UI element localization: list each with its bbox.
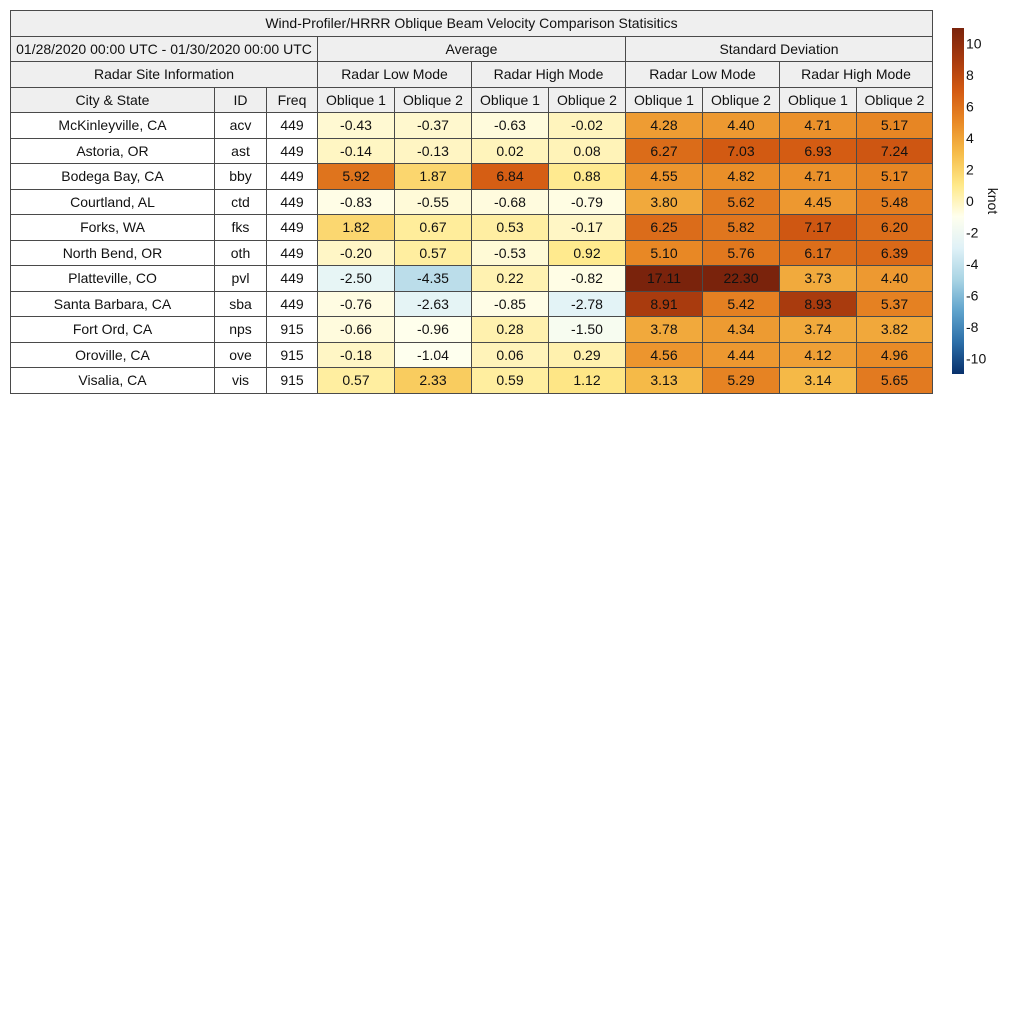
avg-value-cell: 0.08 <box>549 138 626 164</box>
avg-value-cell: -0.55 <box>395 189 472 215</box>
site-freq: 449 <box>267 215 318 241</box>
site-freq: 915 <box>267 342 318 368</box>
site-id: vis <box>215 368 267 394</box>
site-freq: 449 <box>267 113 318 139</box>
avg-value-cell: -0.20 <box>318 240 395 266</box>
site-freq: 449 <box>267 189 318 215</box>
avg-value-cell: 0.59 <box>472 368 549 394</box>
column-header-std-low-oblique-1: Oblique 1 <box>626 87 703 113</box>
table-row <box>11 342 933 368</box>
std-value-cell: 22.30 <box>703 266 780 292</box>
std-value-cell: 5.48 <box>857 189 933 215</box>
site-id: ctd <box>215 189 267 215</box>
site-city: Bodega Bay, CA <box>11 164 215 190</box>
std-value-cell: 3.78 <box>626 317 703 343</box>
table-row <box>11 291 933 317</box>
std-value-cell: 8.91 <box>626 291 703 317</box>
table-row <box>11 266 933 292</box>
avg-value-cell: 1.82 <box>318 215 395 241</box>
site-freq: 449 <box>267 164 318 190</box>
colorbar-gradient <box>952 28 964 374</box>
std-value-cell: 4.55 <box>626 164 703 190</box>
table-title: Wind-Profiler/HRRR Oblique Beam Velocity Comparison Statisitics <box>11 11 933 37</box>
colorbar-tick-label: -2 <box>966 224 979 241</box>
std-value-cell: 6.27 <box>626 138 703 164</box>
colorbar-tick-label: 6 <box>966 98 974 115</box>
std-value-cell: 5.17 <box>857 164 933 190</box>
site-freq: 915 <box>267 368 318 394</box>
site-city: Santa Barbara, CA <box>11 291 215 317</box>
avg-value-cell: 5.92 <box>318 164 395 190</box>
site-city: Astoria, OR <box>11 138 215 164</box>
avg-value-cell: -0.14 <box>318 138 395 164</box>
column-header-avg-high-oblique-1: Oblique 1 <box>472 87 549 113</box>
avg-value-cell: -0.79 <box>549 189 626 215</box>
site-id: pvl <box>215 266 267 292</box>
avg-value-cell: 0.92 <box>549 240 626 266</box>
std-value-cell: 4.28 <box>626 113 703 139</box>
site-freq: 915 <box>267 317 318 343</box>
std-value-cell: 3.73 <box>780 266 857 292</box>
std-high-mode-header: Radar High Mode <box>780 62 933 88</box>
std-value-cell: 4.40 <box>703 113 780 139</box>
avg-value-cell: -0.37 <box>395 113 472 139</box>
std-value-cell: 17.11 <box>626 266 703 292</box>
std-value-cell: 5.76 <box>703 240 780 266</box>
site-id: oth <box>215 240 267 266</box>
std-value-cell: 4.71 <box>780 113 857 139</box>
date-range: 01/28/2020 00:00 UTC - 01/30/2020 00:00 UTC <box>11 36 318 62</box>
std-value-cell: 7.24 <box>857 138 933 164</box>
site-id: ast <box>215 138 267 164</box>
avg-value-cell: -0.82 <box>549 266 626 292</box>
column-header-freq: Freq <box>267 87 318 113</box>
colorbar-tick-label: 8 <box>966 67 974 84</box>
column-header-avg-low-oblique-2: Oblique 2 <box>395 87 472 113</box>
colorbar-tick-label: -4 <box>966 255 979 272</box>
column-header-city: City & State <box>11 87 215 113</box>
avg-value-cell: 6.84 <box>472 164 549 190</box>
std-value-cell: 4.96 <box>857 342 933 368</box>
avg-value-cell: 1.87 <box>395 164 472 190</box>
std-value-cell: 5.62 <box>703 189 780 215</box>
table-row <box>11 138 933 164</box>
std-value-cell: 5.29 <box>703 368 780 394</box>
column-header-std-high-oblique-2: Oblique 2 <box>857 87 933 113</box>
colorbar <box>950 28 1010 388</box>
std-value-cell: 7.17 <box>780 215 857 241</box>
colorbar-tick-label: 2 <box>966 161 974 178</box>
avg-value-cell: -0.53 <box>472 240 549 266</box>
avg-value-cell: -0.18 <box>318 342 395 368</box>
avg-value-cell: -4.35 <box>395 266 472 292</box>
colorbar-tick-label: -6 <box>966 287 979 304</box>
std-value-cell: 4.56 <box>626 342 703 368</box>
std-value-cell: 4.40 <box>857 266 933 292</box>
avg-value-cell: 0.28 <box>472 317 549 343</box>
site-city: Courtland, AL <box>11 189 215 215</box>
std-value-cell: 3.13 <box>626 368 703 394</box>
site-id: bby <box>215 164 267 190</box>
std-value-cell: 4.34 <box>703 317 780 343</box>
avg-value-cell: -0.96 <box>395 317 472 343</box>
site-city: Forks, WA <box>11 215 215 241</box>
avg-value-cell: -1.04 <box>395 342 472 368</box>
avg-value-cell: -2.50 <box>318 266 395 292</box>
std-value-cell: 5.17 <box>857 113 933 139</box>
avg-value-cell: -0.68 <box>472 189 549 215</box>
site-id: sba <box>215 291 267 317</box>
avg-value-cell: 0.22 <box>472 266 549 292</box>
std-value-cell: 6.17 <box>780 240 857 266</box>
average-group-header: Average <box>318 36 626 62</box>
avg-value-cell: -0.76 <box>318 291 395 317</box>
site-id: ove <box>215 342 267 368</box>
std-value-cell: 6.39 <box>857 240 933 266</box>
site-info-header: Radar Site Information <box>11 62 318 88</box>
site-city: McKinleyville, CA <box>11 113 215 139</box>
site-freq: 449 <box>267 138 318 164</box>
avg-value-cell: -0.83 <box>318 189 395 215</box>
avg-value-cell: -0.13 <box>395 138 472 164</box>
std-value-cell: 7.03 <box>703 138 780 164</box>
site-freq: 449 <box>267 291 318 317</box>
title-row <box>11 11 933 37</box>
avg-value-cell: 0.57 <box>395 240 472 266</box>
group-header-row <box>11 36 933 62</box>
site-freq: 449 <box>267 240 318 266</box>
site-city: Visalia, CA <box>11 368 215 394</box>
std-value-cell: 4.71 <box>780 164 857 190</box>
comparison-table <box>10 10 933 394</box>
std-low-mode-header: Radar Low Mode <box>626 62 780 88</box>
colorbar-tick-label: -8 <box>966 318 979 335</box>
site-id: fks <box>215 215 267 241</box>
column-header-row <box>11 87 933 113</box>
colorbar-tick-label: 4 <box>966 130 974 147</box>
std-value-cell: 8.93 <box>780 291 857 317</box>
avg-value-cell: -0.17 <box>549 215 626 241</box>
column-header-std-low-oblique-2: Oblique 2 <box>703 87 780 113</box>
avg-value-cell: -1.50 <box>549 317 626 343</box>
std-value-cell: 3.82 <box>857 317 933 343</box>
std-value-cell: 3.74 <box>780 317 857 343</box>
avg-value-cell: -0.43 <box>318 113 395 139</box>
colorbar-tick-label: -10 <box>966 350 987 367</box>
table-row <box>11 189 933 215</box>
colorbar-tick-label: 0 <box>966 193 974 209</box>
std-value-cell: 3.14 <box>780 368 857 394</box>
site-freq: 449 <box>267 266 318 292</box>
std-value-cell: 5.82 <box>703 215 780 241</box>
colorbar-label: knot <box>985 187 1001 215</box>
column-header-avg-high-oblique-2: Oblique 2 <box>549 87 626 113</box>
column-header-id: ID <box>215 87 267 113</box>
avg-value-cell: -2.63 <box>395 291 472 317</box>
table-row <box>11 240 933 266</box>
std-value-cell: 4.45 <box>780 189 857 215</box>
avg-value-cell: -2.78 <box>549 291 626 317</box>
site-city: Fort Ord, CA <box>11 317 215 343</box>
avg-value-cell: 0.67 <box>395 215 472 241</box>
site-id: acv <box>215 113 267 139</box>
std-value-cell: 5.42 <box>703 291 780 317</box>
avg-value-cell: 0.29 <box>549 342 626 368</box>
column-header-std-high-oblique-1: Oblique 1 <box>780 87 857 113</box>
avg-value-cell: -0.02 <box>549 113 626 139</box>
avg-value-cell: 0.06 <box>472 342 549 368</box>
std-value-cell: 5.65 <box>857 368 933 394</box>
avg-value-cell: -0.66 <box>318 317 395 343</box>
avg-value-cell: 0.53 <box>472 215 549 241</box>
std-value-cell: 5.10 <box>626 240 703 266</box>
avg-value-cell: -0.63 <box>472 113 549 139</box>
avg-value-cell: 1.12 <box>549 368 626 394</box>
mode-header-row <box>11 62 933 88</box>
column-header-avg-low-oblique-1: Oblique 1 <box>318 87 395 113</box>
std-value-cell: 5.37 <box>857 291 933 317</box>
std-value-cell: 6.93 <box>780 138 857 164</box>
std-value-cell: 3.80 <box>626 189 703 215</box>
avg-high-mode-header: Radar High Mode <box>472 62 626 88</box>
std-value-cell: 6.20 <box>857 215 933 241</box>
site-city: North Bend, OR <box>11 240 215 266</box>
avg-value-cell: 2.33 <box>395 368 472 394</box>
site-id: nps <box>215 317 267 343</box>
avg-value-cell: 0.57 <box>318 368 395 394</box>
site-city: Platteville, CO <box>11 266 215 292</box>
avg-value-cell: -0.85 <box>472 291 549 317</box>
std-value-cell: 4.12 <box>780 342 857 368</box>
std-value-cell: 4.82 <box>703 164 780 190</box>
site-city: Oroville, CA <box>11 342 215 368</box>
table-row <box>11 164 933 190</box>
table-row <box>11 317 933 343</box>
table-row <box>11 368 933 394</box>
colorbar-tick-label: 10 <box>966 35 982 52</box>
table-row <box>11 215 933 241</box>
std-value-cell: 4.44 <box>703 342 780 368</box>
table-row <box>11 113 933 139</box>
avg-value-cell: 0.02 <box>472 138 549 164</box>
avg-value-cell: 0.88 <box>549 164 626 190</box>
std-value-cell: 6.25 <box>626 215 703 241</box>
std-dev-group-header: Standard Deviation <box>626 36 933 62</box>
avg-low-mode-header: Radar Low Mode <box>318 62 472 88</box>
